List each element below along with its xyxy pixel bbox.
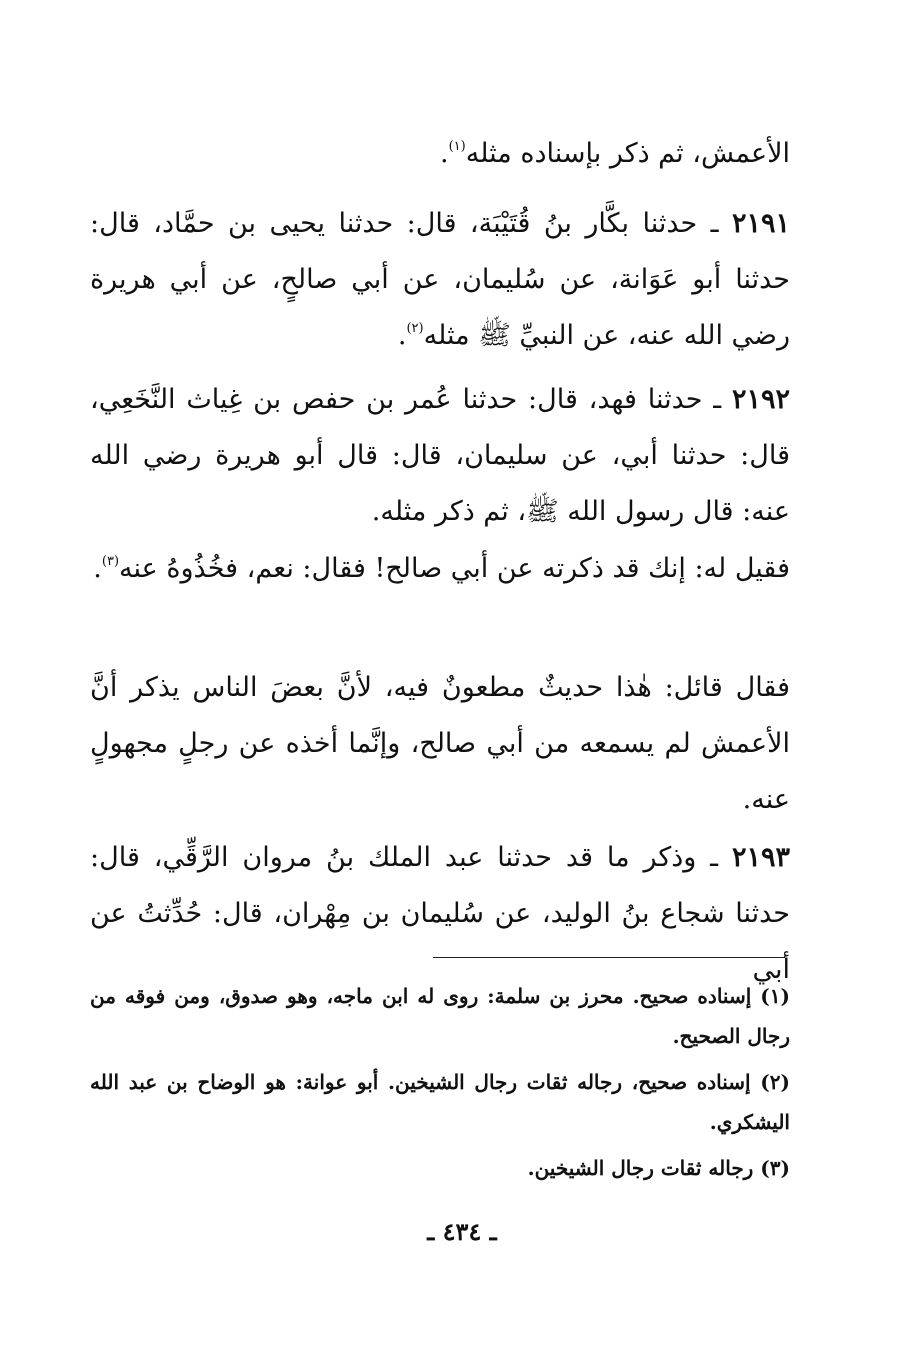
hadith-text: ـ حدثنا فهد، قال: حدثنا عُمر بن حفص بن غِياث النَّخَعِي، قال: حدثنا أبي، عن سليمان، قال: قال أبو هريرة رضي الله عنه: قال رسول الله ﷺ، ثم ذكر مثله. — [90, 384, 790, 527]
paragraph-text: فقال قائل: هٰذا حديثٌ مطعونٌ فيه، لأنَّ بعضَ الناس يذكر أنَّ الأعمش لم يسمعه من أبي صالح، وإنَّما أخذه عن رجلٍ مجهولٍ عنه. — [90, 672, 790, 815]
footnote-ref: (٢) — [406, 321, 424, 336]
hadith-end: . — [397, 320, 407, 351]
footnote-divider — [433, 957, 785, 958]
hadith-2193 — [90, 830, 790, 998]
paragraph-qail — [90, 660, 790, 828]
page-number: ـ ٤٣٤ ـ — [427, 1217, 497, 1246]
hadith-number: ٢١٩٢ — [731, 384, 790, 415]
hadith-2191 — [90, 196, 790, 364]
footnote-1: (١) إسناده صحيح. محرز بن سلمة: روى له ابن ماجه، وهو صدوق، ومن فوقه من رجال الصحيح. — [90, 984, 790, 1048]
paragraph-text: فقيل له: إنك قد ذكرته عن أبي صالح! فقال: نعم، فخُذُوهُ عنه — [119, 553, 790, 584]
paragraph-end: . — [93, 553, 102, 584]
footnote-ref: (١) — [448, 139, 466, 154]
paragraph-intro — [90, 126, 790, 182]
paragraph-text: الأعمش، ثم ذكر بإسناده مثله — [465, 138, 790, 169]
hadith-number: ٢١٩٣ — [731, 842, 790, 873]
footnote-3: (٣) رجاله ثقات رجال الشيخين. — [527, 1156, 790, 1180]
paragraph-qila — [90, 541, 790, 597]
hadith-number: ٢١٩١ — [731, 208, 790, 239]
paragraph-end: . — [439, 138, 449, 169]
hadith-text: ـ حدثنا بكَّار بنُ قُتَيْبَة، قال: حدثنا يحيى بن حمَّاد، قال: حدثنا أبو عَوَانة، عن سُليمان، عن أبي صالحٍ، عن أبي هريرة رضي الله عنه، عن النبيِّ ﷺ مثله — [90, 208, 790, 351]
footnote-ref: (٣) — [101, 554, 120, 569]
hadith-2192 — [90, 372, 790, 540]
footnote-2: (٢) إسناده صحيح، رجاله ثقات رجال الشيخين. أبو عوانة: هو الوضاح بن عبد الله اليشكري. — [90, 1070, 790, 1134]
hadith-text: ـ وذكر ما قد حدثنا عبد الملك بنُ مروان الرَّقِّي، قال: حدثنا شجاع بنُ الوليد، عن سُليمان بن مِهْران، قال: حُدِّثتُ عن أبي — [90, 842, 790, 985]
